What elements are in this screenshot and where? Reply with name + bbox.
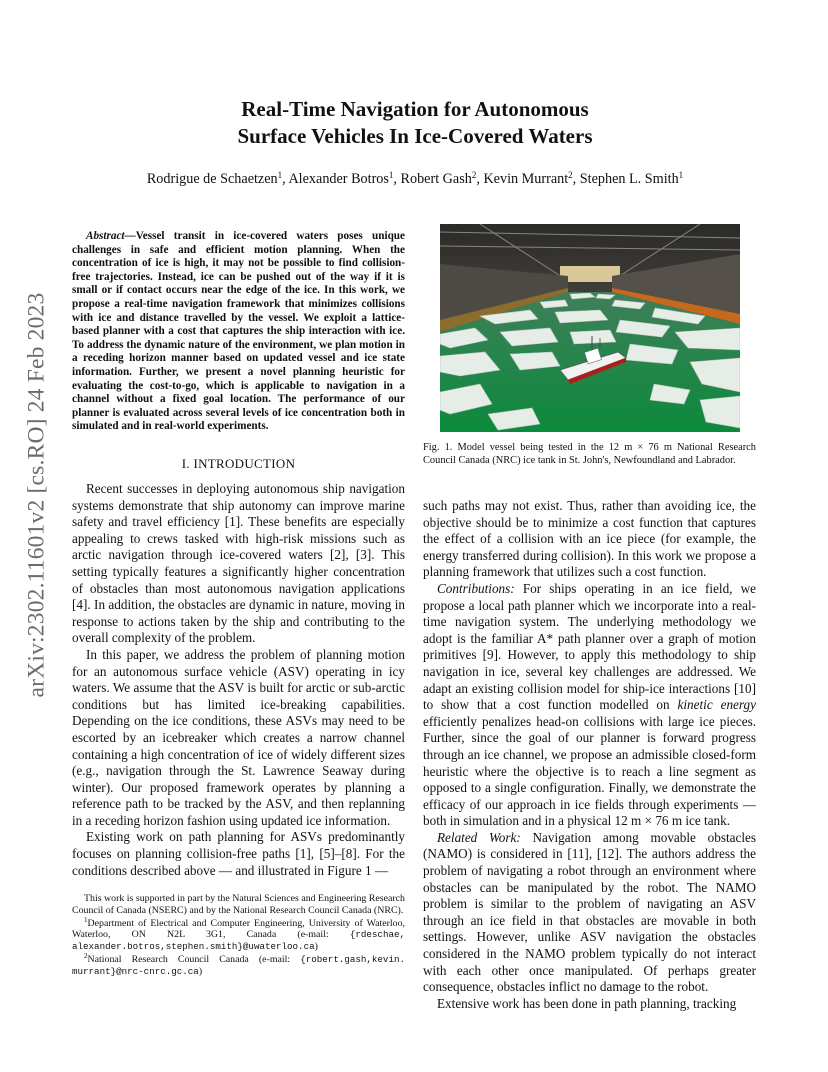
title-line-2: Surface Vehicles In Ice-Covered Waters (237, 124, 593, 148)
abstract (72, 230, 405, 434)
author: Stephen L. Smith$^1$ (579, 170, 684, 187)
related-work-heading: Related Work: (437, 829, 521, 845)
arxiv-identifier-text: arXiv:2302.11601v2 [cs.RO] 24 Feb 2023 (23, 292, 50, 698)
paragraph: Existing work on path planning for ASVs predominantly focuses on planning collision-free paths [1], [5]–[8]. For the conditions described above — and illustrated in Figure 1 — (72, 829, 405, 878)
abstract-dash: — (124, 230, 136, 242)
paragraph: Recent successes in deploying autonomous ship navigation systems demonstrate that ship autonomy can improve marine safety and travel efficiency [1]. These benefits are especially appealing to crews tasked with high-risk missions such as arctic navigation through ice-covered waters [2], [3]. This setting typically features a significantly higher concentration of obstacles than most autonomous navigation applications [4]. In addition, the obstacles are dynamic in nature, moving in response to actions taken by the ship and contributing to the overall complexity of the problem. (72, 481, 405, 646)
paragraph: Extensive work has been done in path planning, tracking (437, 995, 737, 1011)
author: Kevin Murrant$^2$ (483, 170, 573, 187)
contributions-heading: Contributions: (437, 580, 515, 596)
email-address: {robert.gash,kevin. murrant}@nrc-cnrc.gc.ca (72, 953, 405, 977)
figure-ice-tank-photo (440, 224, 740, 432)
paragraph: In this paper, we address the problem of planning motion for an autonomous surface vehicle (ASV) operating in icy waters. We assume that the ASV is built for arctic or sub-arctic conditions but has limited ice-breaking capabilities. Depending on the ice conditions, these ASVs may need to be escorted by an icebreaker which creates a narrow channel containing a high concentration of ice of widely different sizes (e.g., navigation through the St. Lawrence Seaway during winter). Our proposed framework operates by planning a reference path to be tracked by the ASV, and then replanning in a receding horizon fashion using updated ice information. (72, 646, 405, 828)
paragraph-related-work: Related Work: Navigation among movable obstacles (NAMO) is considered in [11], [12]. The authors address the problem of navigating a robot through an environment where obstacles can be manipulated by the robot. The NAMO problem is similar to the problem of navigating an ASV through an ice field in that obstacles are movable in both settings. However, unlike ASV navigation the obstacles considered in the NAMO problem typically do not interact with each other once manipulated. Of perhaps greater consequence, obstacles inflict no damage to the robot. (423, 829, 756, 995)
footnote-funding: This work is supported in part by the Natural Sciences and Engineering Research Council of Canada (NSERC) and by the National Research Council Canada (NRC). (72, 893, 405, 916)
introduction-body (72, 481, 405, 879)
abstract-text: Vessel transit in ice-covered waters poses unique challenges in safe and efficient motion planning. When the concentration of ice is high, it may not be possible to find collision-free trajectories. Instead, ice can be pushed out of the way if it is small or if contact occurs near the edge of the ice. In this work, we propose a real-time navigation framework that minimizes collisions with ice and distance travelled by the vessel. We exploit a lattice-based planner with a cost that captures the ship interaction with ice. To address the dynamic nature of the environment, we plan motion in a receding horizon manner based on updated vessel and ice state information. Further, we present a novel planning heuristic for evaluating the cost-to-go, which is applicable to navigation in a channel without a fixed goal location. The performance of our planner is evaluated across several levels of ice concentration both in simulated and in real-world experiments. (72, 230, 405, 433)
paper-title (100, 96, 730, 150)
author: Alexander Botros$^1$ (288, 170, 394, 187)
abstract-heading: Abstract (86, 230, 125, 242)
paragraph: such paths may not exist. Thus, rather than avoiding ice, the objective should be to minimize a cost function that captures the effect of a collision with an ice piece (for example, the energy transferred during collision). In this work we propose a planning framework that utilizes such a cost function. (423, 498, 756, 580)
author-list: Rodrigue de Schaetzen$^1$, Alexander Botros$^1$, Robert Gash$^2$, Kevin Murrant$^2$, Stephen L. Smith$^1$ (146, 170, 684, 187)
kinetic-energy-term: kinetic energy (677, 697, 756, 713)
email-address: {rdeschae, alexander.botros,stephen.smith}@uwaterloo.ca (72, 929, 405, 953)
figure-caption: Fig. 1. Model vessel being tested in the 12 m × 76 m National Research Council Canada (NRC) ice tank in St. John's, Newfoundland and Labrador. (423, 442, 756, 466)
footnote-affiliation-2: $^2$National Research Council Canada (e-mail: {robert.gash,kevin. murrant}@nrc-cnrc.gc.ca) (72, 951, 405, 977)
author: Rodrigue de Schaetzen$^1$ (146, 170, 283, 187)
footnotes (72, 893, 405, 979)
author: Robert Gash$^2$ (400, 170, 477, 187)
footnote-affiliation-1: $^1$Department of Electrical and Computer Engineering, University of Waterloo, Waterloo, ON N2L 3G1, Canada (e-mail: {rdeschae, alexander.botros,stephen.smith}@uwaterloo.ca) (72, 915, 405, 953)
section-heading-introduction: I. INTRODUCTION (181, 456, 296, 471)
title-line-1: Real-Time Navigation for Autonomous (241, 97, 589, 121)
arxiv-identifier (16, 285, 58, 705)
paragraph-contributions: Contributions: For ships operating in an ice field, we propose a local path planner which we incorporate into a real-time navigation system. The underlying methodology we adopt is the familiar A* path planner over a graph of motion primitives [9]. However, to apply this methodology to ship navigation in ice, several key challenges are addressed. We adapt an existing collision model for ship-ice interactions [10] to show that a cost function modelled on kinetic energy efficiently penalizes head-on collisions with large ice pieces. Further, since the goal of our planner is forward progress through an ice channel, we propose an admissible closed-form heuristic where the objective is to reach a line segment as opposed to a single configuration. Finally, we demonstrate the efficacy of our approach in ice fields through experiments — both in simulation and in a physical 12 m × 76 m ice tank. (423, 580, 756, 829)
right-column-body (423, 498, 756, 1012)
